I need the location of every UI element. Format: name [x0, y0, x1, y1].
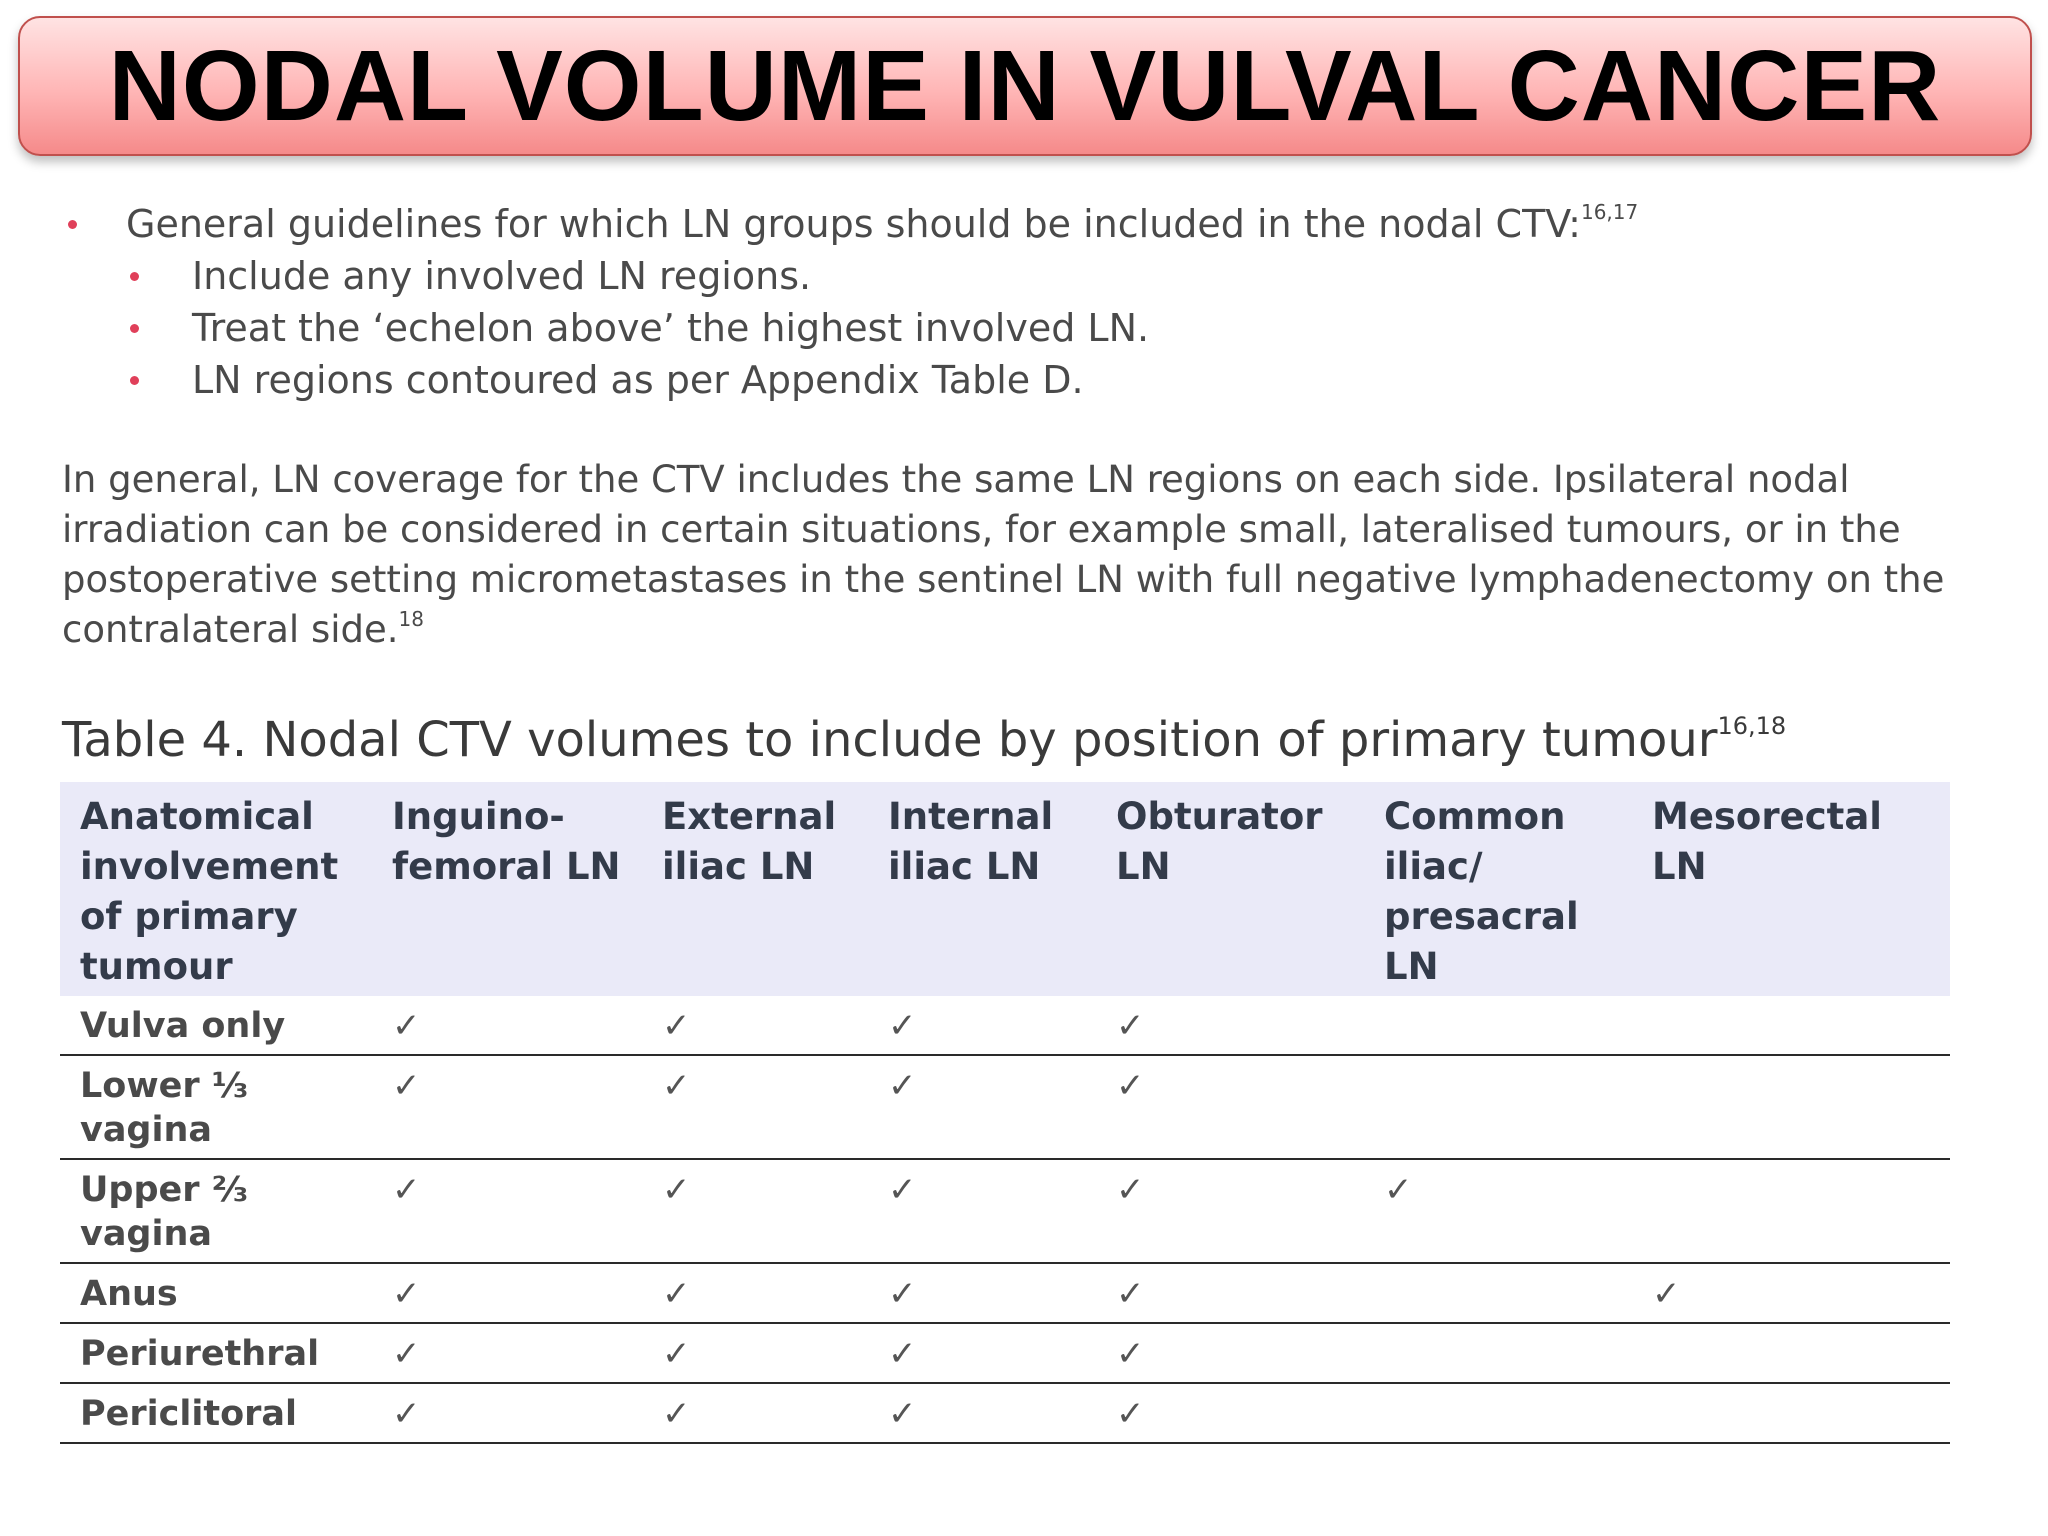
guidelines-list: [60, 198, 1960, 406]
check-icon: ✓: [662, 1066, 691, 1106]
check-icon: ✓: [392, 1006, 421, 1046]
column-header-anatomical: Anatomical involvement of primary tumour: [60, 782, 372, 996]
table-cell: [642, 1383, 868, 1443]
guideline-item-text: Include any involved LN regions.: [192, 254, 812, 298]
check-icon: ✓: [392, 1066, 421, 1106]
table-cell: [1364, 1383, 1632, 1443]
table-cell: [1364, 1159, 1632, 1263]
bullet-icon: [130, 376, 139, 385]
table-cell: [1632, 996, 1950, 1055]
table-cell: [642, 1159, 868, 1263]
table-cell: [372, 1055, 642, 1159]
bullet-icon: [68, 220, 77, 229]
check-icon: ✓: [662, 1170, 691, 1210]
table-cell: [642, 996, 868, 1055]
table-cell: [1632, 1055, 1950, 1159]
check-icon: ✓: [392, 1394, 421, 1434]
table-cell: [642, 1055, 868, 1159]
table-row: [60, 1263, 1950, 1323]
table-cell: [1096, 1323, 1364, 1383]
check-icon: ✓: [1384, 1170, 1413, 1210]
check-icon: ✓: [662, 1274, 691, 1314]
table-caption-text: Table 4. Nodal CTV volumes to include by position of primary tumour: [62, 712, 1718, 768]
row-label: Vulva only: [60, 996, 372, 1055]
table-cell: [1096, 996, 1364, 1055]
coverage-paragraph: [62, 455, 1982, 655]
title-banner: [18, 16, 2032, 156]
table-cell: [868, 1263, 1096, 1323]
column-header: Inguino-femoral LN: [372, 782, 642, 996]
table-cell: [372, 1159, 642, 1263]
check-icon: ✓: [662, 1394, 691, 1434]
column-header: Mesorectal LN: [1632, 782, 1950, 996]
check-icon: ✓: [1116, 1006, 1145, 1046]
page-title: NODAL VOLUME IN VULVAL CANCER: [108, 30, 1942, 142]
check-icon: ✓: [392, 1334, 421, 1374]
row-label: Upper ⅔ vagina: [60, 1159, 372, 1263]
table-cell: [372, 1263, 642, 1323]
column-header: Internal iliac LN: [868, 782, 1096, 996]
table-cell: [868, 1323, 1096, 1383]
check-icon: ✓: [888, 1006, 917, 1046]
table-cell: [1096, 1383, 1364, 1443]
check-icon: ✓: [1116, 1170, 1145, 1210]
check-icon: ✓: [888, 1066, 917, 1106]
guideline-item: [60, 354, 1960, 406]
table-cell: [1364, 1055, 1632, 1159]
table-row: [60, 1159, 1950, 1263]
table-row: [60, 1383, 1950, 1443]
table-cell: [1632, 1383, 1950, 1443]
coverage-paragraph-ref: 18: [398, 607, 424, 631]
row-label: Periclitoral: [60, 1383, 372, 1443]
table-cell: [1632, 1323, 1950, 1383]
coverage-paragraph-text: In general, LN coverage for the CTV includes the same LN regions on each side. Ipsilateral nodal irradiation can be considered in certain situations, for example small, lateralised tumours, or in the postoperative setting micrometastases in the sentinel LN with full negative lymphadenectomy on the contralateral side.: [62, 458, 1945, 651]
guidelines-intro-text: General guidelines for which LN groups should be included in the nodal CTV:: [126, 202, 1581, 246]
table-header-row: [60, 782, 1950, 996]
check-icon: ✓: [888, 1274, 917, 1314]
check-icon: ✓: [662, 1334, 691, 1374]
check-icon: ✓: [392, 1170, 421, 1210]
table-caption-ref: 16,18: [1717, 712, 1787, 740]
check-icon: ✓: [662, 1006, 691, 1046]
table-cell: [868, 1159, 1096, 1263]
check-icon: ✓: [1116, 1274, 1145, 1314]
check-icon: ✓: [1116, 1334, 1145, 1374]
table-cell: [1096, 1263, 1364, 1323]
table-row: [60, 1055, 1950, 1159]
row-label: Periurethral: [60, 1323, 372, 1383]
guidelines-intro-ref: 16,17: [1580, 200, 1639, 224]
check-icon: ✓: [1116, 1394, 1145, 1434]
table-cell: [1096, 1055, 1364, 1159]
table-cell: [1364, 996, 1632, 1055]
guideline-item: [60, 250, 1960, 302]
row-label: Anus: [60, 1263, 372, 1323]
guideline-item-text: Treat the ‘echelon above’ the highest involved LN.: [192, 306, 1150, 350]
table-cell: [372, 1383, 642, 1443]
table-cell: [1632, 1159, 1950, 1263]
table-caption: [62, 712, 1786, 768]
table-cell: [1096, 1159, 1364, 1263]
table-cell: [642, 1323, 868, 1383]
table-row: [60, 1323, 1950, 1383]
check-icon: ✓: [888, 1394, 917, 1434]
column-header: Obturator LN: [1096, 782, 1364, 996]
check-icon: ✓: [888, 1170, 917, 1210]
table-body: [60, 996, 1950, 1443]
table-cell: [868, 1055, 1096, 1159]
table-cell: [642, 1263, 868, 1323]
nodal-ctv-table: [60, 782, 1950, 1444]
guideline-item-text: LN regions contoured as per Appendix Table D.: [192, 358, 1084, 402]
table-cell: [372, 1323, 642, 1383]
table-cell: [1364, 1263, 1632, 1323]
guideline-item: [60, 302, 1960, 354]
check-icon: ✓: [392, 1274, 421, 1314]
table-cell: [1364, 1323, 1632, 1383]
table-cell: [1632, 1263, 1950, 1323]
table-row: [60, 996, 1950, 1055]
column-header: Common iliac/ presacral LN: [1364, 782, 1632, 996]
bullet-icon: [130, 324, 139, 333]
column-header: External iliac LN: [642, 782, 868, 996]
check-icon: ✓: [1116, 1066, 1145, 1106]
table-cell: [372, 996, 642, 1055]
bullet-icon: [130, 272, 139, 281]
row-label: Lower ⅓ vagina: [60, 1055, 372, 1159]
guidelines-intro: [60, 198, 1960, 250]
table-cell: [868, 996, 1096, 1055]
check-icon: ✓: [1652, 1274, 1681, 1314]
table-cell: [868, 1383, 1096, 1443]
check-icon: ✓: [888, 1334, 917, 1374]
